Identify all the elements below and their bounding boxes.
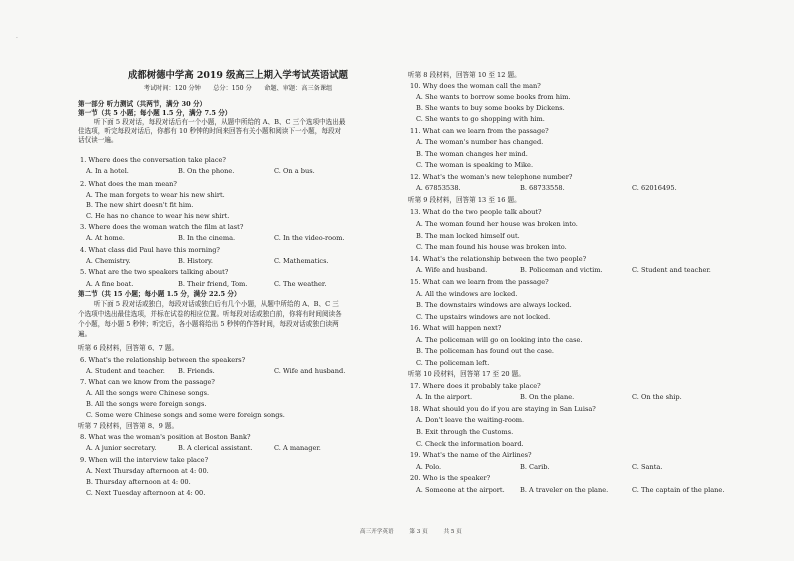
text-line: 13. What do the two people talk about? [410, 208, 542, 216]
text-line: 听第 7 段材料，回答第 8、9 题。 [78, 422, 179, 430]
option-c: C. Santa. [632, 463, 663, 471]
text-line: 听第 8 段材料，回答第 10 至 12 题。 [408, 71, 521, 79]
text-line: 14. What's the relationship between the two people? [410, 255, 587, 263]
text-line: C. Check the information board. [416, 440, 524, 448]
text-line: B. The policeman has found out the case. [416, 347, 554, 355]
option-row [78, 234, 398, 242]
text-line: A. The policeman will go on looking into the case. [416, 336, 583, 344]
option-c: C. A manager. [274, 444, 321, 452]
text-line: 18. What should you do if you are staying in San Luisa? [410, 405, 596, 413]
option-row [408, 266, 728, 274]
option-row [78, 367, 398, 375]
text-line: 遍。 [78, 330, 92, 338]
option-b: B. On the plane. [520, 393, 575, 401]
option-b: B. A traveler on the plane. [520, 486, 609, 494]
text-line: A. Next Thursday afternoon at 4: 00. [86, 467, 209, 475]
option-row [78, 257, 398, 265]
option-row [78, 444, 398, 452]
option-c: C. Wife and husband. [274, 367, 346, 375]
text-line: 5. What are the two speakers talking about? [80, 268, 229, 276]
text-line: B. Thursday afternoon at 4: 00. [86, 478, 191, 486]
option-c: C. The weather. [274, 280, 327, 288]
option-a: A. Chemistry. [86, 257, 131, 265]
option-a: A. In the airport. [416, 393, 473, 401]
text-line: C. She wants to go shopping with him. [416, 115, 545, 123]
text-line: 20. Who is the speaker? [410, 474, 491, 482]
text-line: C. He has no chance to wear his new shirt. [86, 212, 230, 220]
text-line: 17. Where does it probably take place? [410, 382, 541, 390]
text-line: 个小题，每小题 5 秒钟；听完后，各小题将给出 5 秒钟的作答时间，每段对话或独白读两 [78, 320, 339, 328]
text-line: B. The woman changes her mind. [416, 150, 528, 158]
text-line: 7. What can we know from the passage? [80, 378, 215, 386]
text-line: 个选项中选出最佳选项，并标在试卷的相应位置。听每段对话或独白前，你将有时间阅读各 [78, 310, 342, 318]
footer-page-number: 第 3 页 [409, 529, 428, 535]
option-row [408, 463, 728, 471]
text-line: B. The man locked himself out. [416, 232, 520, 240]
text-line: A. All the windows are locked. [416, 290, 518, 298]
text-line: 4. What class did Paul have this morning? [80, 246, 220, 254]
option-a: A. Polo. [416, 463, 442, 471]
option-row [408, 184, 728, 192]
text-line: A. The woman found her house was broken into. [416, 220, 578, 228]
option-c: C. The captain of the plane. [632, 486, 725, 494]
option-c: C. On a bus. [274, 167, 315, 175]
text-line: 3. Where does the woman watch the film at last? [80, 223, 244, 231]
footer-subject: 高三开学英语 [360, 529, 394, 535]
text-line: 15. What can we learn from the passage? [410, 278, 549, 286]
option-a: A. Someone at the airport. [416, 486, 505, 494]
option-a: A. A junior secretary. [86, 444, 157, 452]
text-line: C. The man found his house was broken into. [416, 243, 567, 251]
option-c: C. Mathematics. [274, 257, 329, 265]
text-line: 听第 9 段材料，回答第 13 至 16 题。 [408, 196, 521, 204]
option-c: C. In the video-room. [274, 234, 345, 242]
text-line: 19. What's the name of the Airlines? [410, 451, 532, 459]
text-line: B. She wants to buy some books by Dickens. [416, 104, 565, 112]
text-line: 听第 6 段材料，回答第 6、7 题。 [78, 344, 179, 352]
option-row [408, 486, 728, 494]
text-line: 第一部分 听力测试（共两节，满分 30 分） [78, 100, 207, 108]
text-line: B. The new shirt doesn't fit him. [86, 201, 194, 209]
text-line: 话仅读一遍。 [78, 136, 118, 144]
option-b: B. A clerical assistant. [178, 444, 253, 452]
option-a: A. At home. [86, 234, 125, 242]
text-line: 听下面 5 段对话或独白，每段对话或独白后有几个小题，从题中所给的 A、B、C 三 [94, 300, 339, 308]
text-line: B. Exit through the Customs. [416, 428, 514, 436]
option-c: C. On the ship. [632, 393, 682, 401]
text-line: 11. What can we learn from the passage? [410, 127, 549, 135]
option-b: B. Policeman and victim. [520, 266, 603, 274]
exam-title: 成都树德中学高 2019 级高三上期入学考试英语试题 [127, 70, 349, 81]
text-line: A. Don't leave the waiting-room. [416, 416, 525, 424]
text-line: C. The upstairs windows are not locked. [416, 313, 551, 321]
option-b: B. Their friend, Tom. [178, 280, 248, 288]
text-line: 10. Why does the woman call the man? [410, 82, 541, 90]
text-line: 听下面 5 段对话，每段对话后有一个小题，从题中所给的 A、B、C 三个选项中选出最 [94, 118, 346, 126]
option-a: A. In a hotel. [86, 167, 129, 175]
option-b: B. On the phone. [178, 167, 235, 175]
text-line: 佳选项，听完每段对话后，你都有 10 秒钟的时间来回答有关小题和阅读下一小题，每段对 [78, 127, 342, 135]
option-b: B. Friends. [178, 367, 215, 375]
option-row [78, 280, 398, 288]
footer-total-pages: 共 5 页 [443, 529, 462, 535]
text-line: A. All the songs were Chinese songs. [86, 389, 210, 397]
text-line: A. The woman's number has changed. [416, 138, 544, 146]
text-line: C. The policeman left. [416, 359, 490, 367]
text-line: 第一节（共 5 小题；每小题 1.5 分，满分 7.5 分） [78, 109, 232, 117]
text-line: C. Some were Chinese songs and some were foreign songs. [86, 411, 285, 419]
text-line: 9. When will the interview take place? [80, 456, 209, 464]
page-footer [360, 527, 476, 535]
text-line: 12. What's the woman's new telephone number? [410, 173, 573, 181]
option-c: C. Student and teacher. [632, 266, 711, 274]
option-b: B. 68733558. [520, 184, 565, 192]
option-row [78, 167, 398, 175]
option-b: B. Carib. [520, 463, 550, 471]
exam-info: 考试时间：120 分钟 总分：150 分 命题、审题：高三备课组 [143, 85, 333, 92]
text-line: A. The man forgets to wear his new shirt. [86, 191, 225, 199]
option-b: B. History. [178, 257, 213, 265]
option-a: A. Wife and husband. [416, 266, 488, 274]
text-line: 6. What's the relationship between the speakers? [80, 356, 246, 364]
text-line: 8. What was the woman's position at Boston Bank? [80, 433, 251, 441]
text-line: 1. Where does the conversation take place? [80, 156, 226, 164]
text-line: B. All the songs were foreign songs. [86, 400, 207, 408]
text-line: C. Next Tuesday afternoon at 4: 00. [86, 489, 206, 497]
text-line: 16. What will happen next? [410, 324, 502, 332]
option-a: A. 67853538. [416, 184, 461, 192]
text-line: C. The woman is speaking to Mike. [416, 161, 534, 169]
option-row [408, 393, 728, 401]
option-a: A. A fine boat. [86, 280, 134, 288]
scan-mark: · [16, 35, 18, 42]
option-c: C. 62016495. [632, 184, 677, 192]
option-a: A. Student and teacher. [86, 367, 165, 375]
text-line: 听第 10 段材料，回答第 17 至 20 题。 [408, 370, 525, 378]
text-line: 第二节（共 15 小题；每小题 1.5 分，满分 22.5 分） [78, 290, 241, 298]
option-b: B. In the cinema. [178, 234, 236, 242]
text-line: A. She wants to borrow some books from him. [416, 93, 571, 101]
text-line: B. The downstairs windows are always locked. [416, 301, 572, 309]
text-line: 2. What does the man mean? [80, 180, 177, 188]
